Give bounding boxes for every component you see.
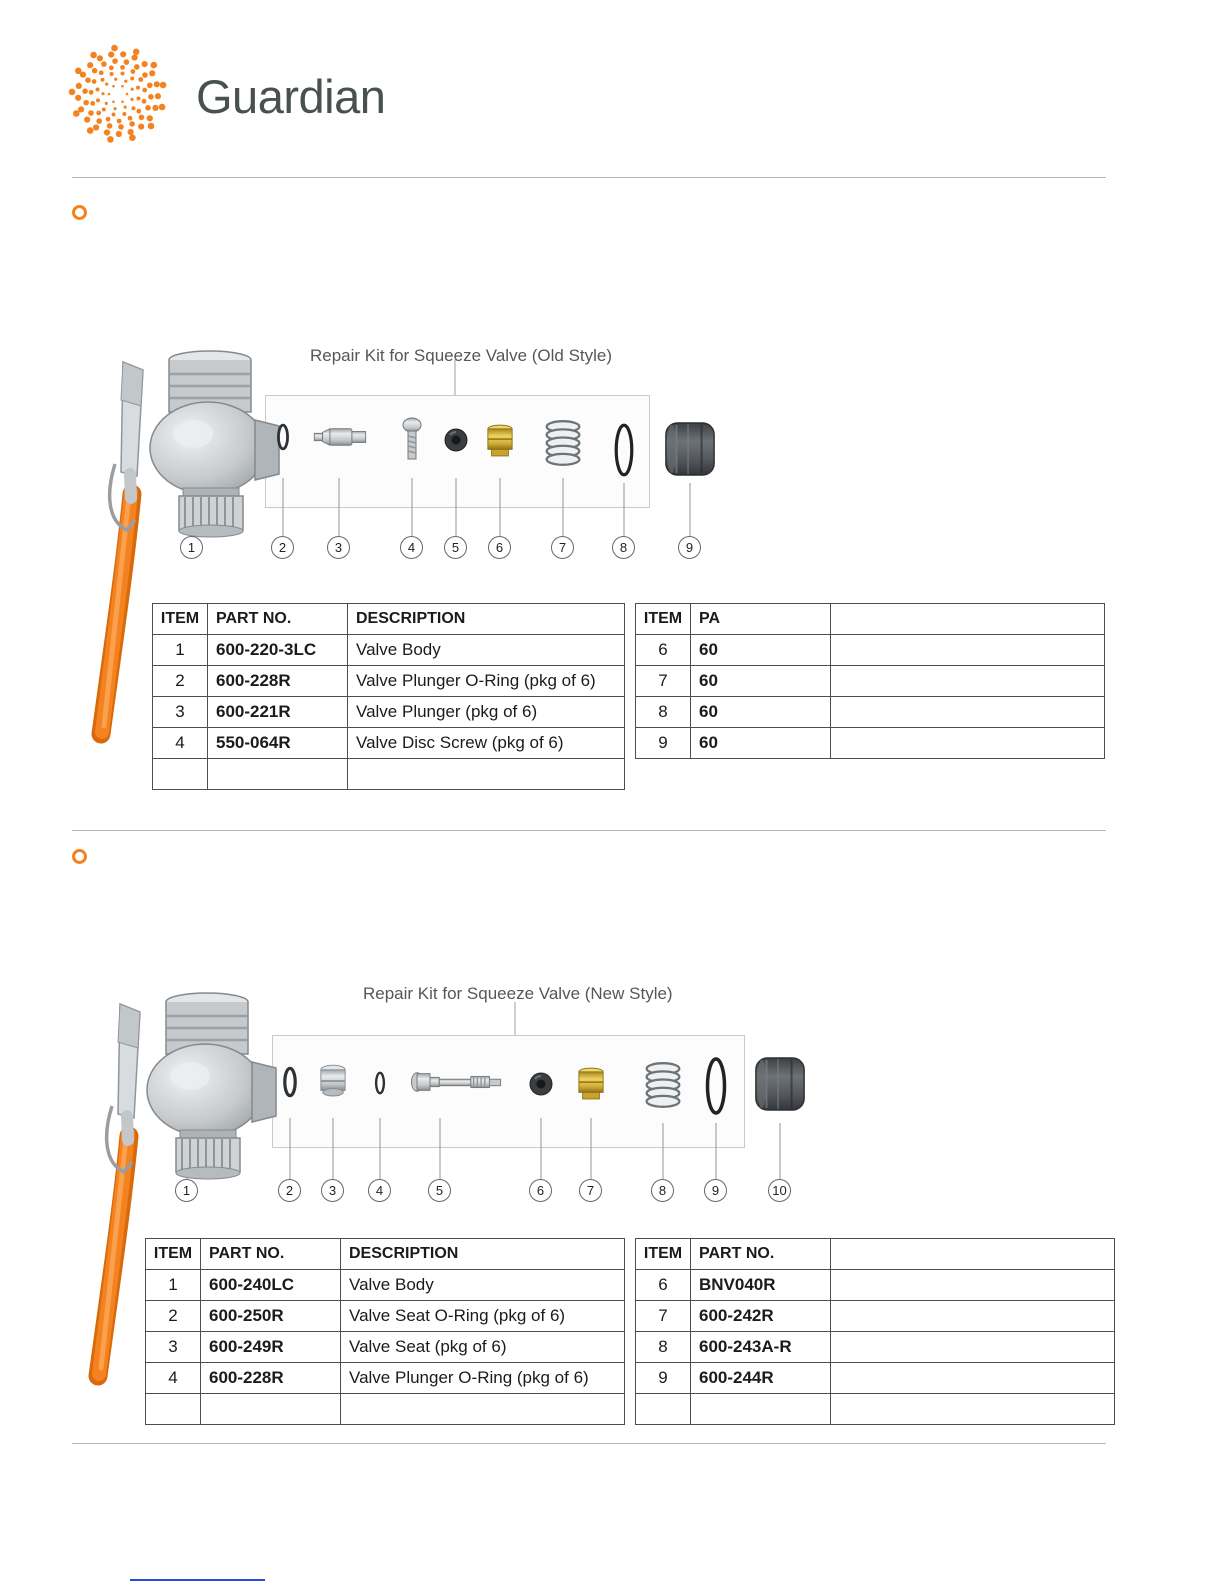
column-header: ITEM [146, 1239, 201, 1270]
callout-1: 1 [180, 536, 203, 559]
item-cell: 7 [636, 666, 691, 697]
part-no-cell: 600-242R [691, 1301, 831, 1332]
item-cell: 1 [153, 635, 208, 666]
item-cell: 2 [153, 666, 208, 697]
header-divider [72, 177, 1106, 178]
item-cell: 7 [636, 1301, 691, 1332]
table-row [636, 697, 1105, 728]
item-cell: 9 [636, 728, 691, 759]
old-style-caption: Repair Kit for Squeeze Valve (Old Style) [310, 346, 613, 365]
item-cell: 8 [636, 697, 691, 728]
description-cell [831, 697, 1105, 728]
description-cell: Valve Plunger O-Ring (pkg of 6) [341, 1363, 625, 1394]
callout-3: 3 [327, 536, 350, 559]
table-row [153, 697, 625, 728]
part-no-cell: 600-221R [208, 697, 348, 728]
plunger-oring-icon [376, 1073, 384, 1093]
callout-5: 5 [444, 536, 467, 559]
description-cell [831, 1394, 1115, 1425]
description-cell: Valve Seat O-Ring (pkg of 6) [341, 1301, 625, 1332]
table-row [636, 635, 1105, 666]
description-cell: Valve Body [341, 1270, 625, 1301]
new-style-caption: Repair Kit for Squeeze Valve (New Style) [363, 984, 673, 1003]
callout-10: 10 [768, 1179, 791, 1202]
item-cell: 1 [146, 1270, 201, 1301]
parts-table [635, 603, 1105, 759]
callout-6: 6 [488, 536, 511, 559]
header-row [636, 604, 1105, 635]
description-cell [831, 1332, 1115, 1363]
disc-screw-icon [403, 418, 421, 459]
callout-4: 4 [400, 536, 423, 559]
part-no-cell: 600-220-3LC [208, 635, 348, 666]
description-cell [831, 635, 1105, 666]
footer-link[interactable] [130, 1579, 265, 1581]
part-no-cell: 60 [691, 728, 831, 759]
guardian-logo-icon [66, 42, 170, 151]
table-row [636, 1363, 1115, 1394]
old-style-left-table [152, 603, 625, 790]
plunger-oring-icon [278, 425, 287, 449]
header-row [146, 1239, 625, 1270]
table-row [636, 1332, 1115, 1363]
description-cell: Valve Seat (pkg of 6) [341, 1332, 625, 1363]
column-header: ITEM [636, 604, 691, 635]
callout-6: 6 [529, 1179, 552, 1202]
callout-4: 4 [368, 1179, 391, 1202]
part-no-cell [691, 1394, 831, 1425]
table-row [146, 1301, 625, 1332]
callout-8: 8 [612, 536, 635, 559]
callout-9: 9 [678, 536, 701, 559]
new-style-right-table [635, 1238, 1115, 1425]
column-header [831, 604, 1105, 635]
column-header: ITEM [153, 604, 208, 635]
callout-3: 3 [321, 1179, 344, 1202]
column-header: DESCRIPTION [341, 1239, 625, 1270]
table-row [153, 666, 625, 697]
brass-guide-icon [488, 425, 512, 456]
section-bullet-new [72, 849, 87, 864]
part-no-cell: BNV040R [691, 1270, 831, 1301]
valve-plunger-icon [411, 1073, 500, 1092]
item-cell: 8 [636, 1332, 691, 1363]
valve-plunger-icon [314, 429, 365, 446]
item-cell: 3 [153, 697, 208, 728]
table-row [146, 1332, 625, 1363]
callout-2: 2 [271, 536, 294, 559]
description-cell: Valve Disc Screw (pkg of 6) [348, 728, 625, 759]
end-cap-icon [666, 423, 714, 475]
part-no-cell: 600-249R [201, 1332, 341, 1363]
column-header: PA [691, 604, 831, 635]
description-cell: Valve Body [348, 635, 625, 666]
table-row [153, 635, 625, 666]
end-cap-icon [756, 1058, 804, 1110]
column-header [831, 1239, 1115, 1270]
part-no-cell: 600-228R [201, 1363, 341, 1394]
callout-1: 1 [175, 1179, 198, 1202]
part-no-cell: 600-244R [691, 1363, 831, 1394]
part-no-cell [201, 1394, 341, 1425]
part-no-cell: 600-240LC [201, 1270, 341, 1301]
header-row [636, 1239, 1115, 1270]
callout-leader-lines [187, 1118, 780, 1179]
table-row [636, 1394, 1115, 1425]
callout-leader-lines [192, 478, 690, 536]
table-row [146, 1394, 625, 1425]
callout-5: 5 [428, 1179, 451, 1202]
description-cell [831, 1363, 1115, 1394]
item-cell: 9 [636, 1363, 691, 1394]
callout-7: 7 [551, 536, 574, 559]
part-no-cell: 550-064R [208, 728, 348, 759]
description-cell: Valve Plunger O-Ring (pkg of 6) [348, 666, 625, 697]
callout-8: 8 [651, 1179, 674, 1202]
part-no-cell: 60 [691, 635, 831, 666]
parts-table [635, 1238, 1115, 1425]
spring-icon [547, 421, 580, 465]
table-row [146, 1270, 625, 1301]
parts-table [145, 1238, 625, 1425]
header-row [153, 604, 625, 635]
column-header: ITEM [636, 1239, 691, 1270]
part-no-cell: 600-250R [201, 1301, 341, 1332]
description-cell [341, 1394, 625, 1425]
part-no-cell: 600-243A-R [691, 1332, 831, 1363]
table-row [146, 1363, 625, 1394]
part-no-cell: 600-228R [208, 666, 348, 697]
item-cell: 4 [153, 728, 208, 759]
item-cell [146, 1394, 201, 1425]
seat-oring-icon [285, 1068, 295, 1095]
table-row [153, 759, 625, 790]
item-cell: 6 [636, 635, 691, 666]
callout-2: 2 [278, 1179, 301, 1202]
valve-disc-icon [530, 1073, 552, 1095]
section-divider [72, 830, 1106, 831]
item-cell: 3 [146, 1332, 201, 1363]
description-cell [831, 1301, 1115, 1332]
parts-table [152, 603, 625, 790]
brass-guide-icon [579, 1068, 603, 1099]
column-header: PART NO. [208, 604, 348, 635]
spring-icon [647, 1063, 680, 1107]
item-cell [153, 759, 208, 790]
table-row [636, 666, 1105, 697]
valve-disc-icon [445, 429, 467, 451]
table-row [636, 728, 1105, 759]
part-no-cell: 60 [691, 697, 831, 728]
column-header: DESCRIPTION [348, 604, 625, 635]
cap-oring-icon [708, 1059, 725, 1113]
callout-9: 9 [704, 1179, 727, 1202]
table-row [636, 1301, 1115, 1332]
item-cell: 6 [636, 1270, 691, 1301]
item-cell [636, 1394, 691, 1425]
new-style-left-table [145, 1238, 625, 1425]
section-bullet-old [72, 205, 87, 220]
part-no-cell [208, 759, 348, 790]
item-cell: 4 [146, 1363, 201, 1394]
description-cell [831, 666, 1105, 697]
logo-wordmark: Guardian [196, 70, 386, 123]
table-row [153, 728, 625, 759]
footer-divider [72, 1443, 1106, 1444]
item-cell: 2 [146, 1301, 201, 1332]
description-cell [348, 759, 625, 790]
part-no-cell: 60 [691, 666, 831, 697]
header-logo [66, 42, 385, 151]
column-header: PART NO. [691, 1239, 831, 1270]
description-cell: Valve Plunger (pkg of 6) [348, 697, 625, 728]
description-cell [831, 728, 1105, 759]
description-cell [831, 1270, 1115, 1301]
column-header: PART NO. [201, 1239, 341, 1270]
cap-oring-icon [616, 425, 632, 475]
table-row [636, 1270, 1115, 1301]
old-style-right-table [635, 603, 1105, 759]
callout-7: 7 [579, 1179, 602, 1202]
valve-seat-icon [321, 1065, 345, 1096]
